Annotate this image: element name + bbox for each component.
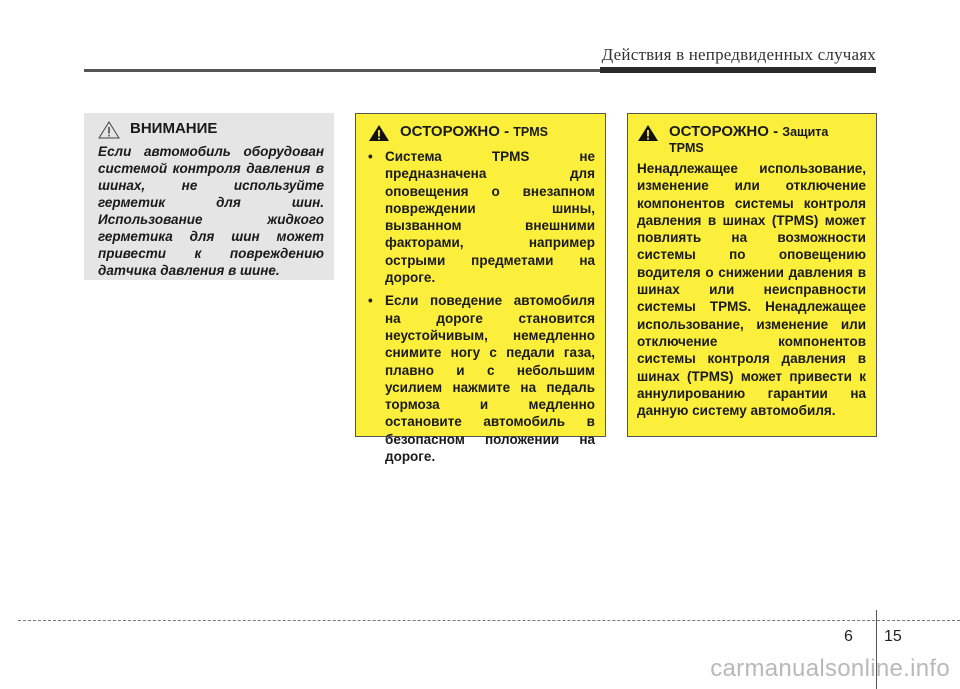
bottom-rule [18,620,960,621]
notice-header [98,121,324,139]
warning-title: ОСТОРОЖНО - TPMS [400,123,548,140]
warning-filled-icon [368,124,390,142]
watermark: carmanualsonline.info [710,655,950,682]
list-item: • Если поведение автомобиля на дороге становится неустойчивым, немедленно снимите ногу с педали газа, плавно и с небольшим усилием нажмите на педаль тормоза и медленно остановите автомобиль в безопасном положении на дороге. [368,293,595,465]
header-rule-accent [600,67,876,73]
warning-header [637,124,866,156]
warning-list [368,148,595,465]
warning-outline-icon [98,121,120,139]
warning-box-tpms-protection [627,113,877,437]
page-number: 15 [884,628,902,645]
notice-box [84,113,334,280]
bullet-icon: • [368,293,373,309]
warning-title: ОСТОРОЖНО - Защита TPMS [669,123,829,155]
warning-filled-icon [637,124,659,142]
warning-body: Ненадлежащее использование, изменение или отключение компонентов системы контроля давления в шинах (TPMS) может повлиять на возможности системы по оповещению водителя о снижении давления в шинах или неисправности системы TPMS. Ненадлежащее использование, изменение или отключение компонентов системы контроля давления в шинах (TPMS) может привести к аннулированию гарантии на данную систему автомобиля. [637,161,866,419]
warning-header [368,124,595,142]
section-title: Действия в непредвиденных случаях [601,45,876,64]
list-item: • Система TPMS не предназначена для оповещения о внезапном повреждении шины, вызванном внешними факторами, например острыми предметами на дороге. [368,149,595,286]
notice-title: ВНИМАНИЕ [130,120,218,137]
warning-box-tpms [355,113,606,465]
notice-body: Если автомобиль оборудован системой контроля давления в шинах, не используйте герметик для шин. Использование жидкого герметика для шин может привести к повреждению датчика давления в шине. [98,144,324,278]
bullet-icon: • [368,149,373,164]
section-number: 6 [844,628,853,645]
